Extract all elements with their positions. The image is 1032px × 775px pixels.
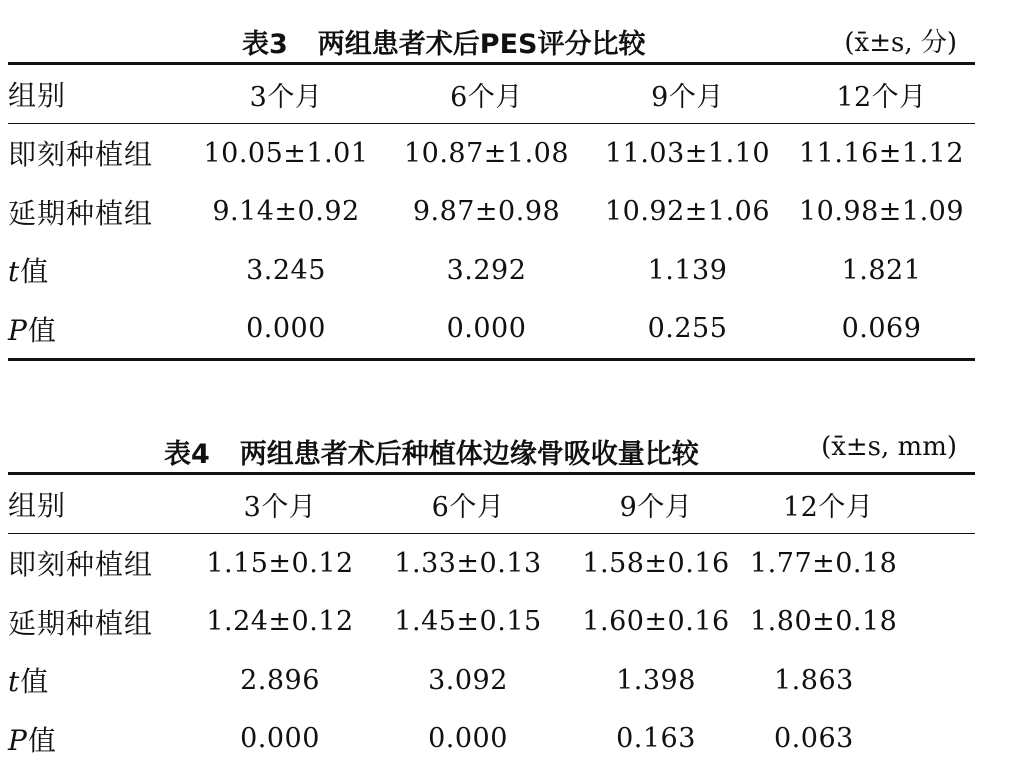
- row-group-label: 延期种植组: [8, 196, 154, 230]
- table-row: [8, 300, 975, 360]
- cell-value: 0.255: [647, 313, 728, 345]
- header-3-months: 3个月: [243, 491, 317, 523]
- table-4-header-row: [8, 474, 975, 534]
- table-row: [8, 710, 975, 769]
- header-group: 组别: [8, 79, 67, 112]
- stat-suffix: 值: [27, 313, 57, 347]
- table-3-block: [8, 14, 975, 361]
- header-3-months: 3个月: [249, 81, 323, 113]
- table-3: [8, 62, 975, 361]
- header-9-months: 9个月: [619, 491, 693, 523]
- cell-value: 0.000: [428, 723, 508, 755]
- cell-value: 11.03±1.10: [604, 137, 771, 169]
- cell-value: 1.60±0.16: [582, 606, 730, 638]
- cell-value: 3.245: [246, 254, 326, 286]
- table-row: [8, 241, 975, 300]
- cell-value: 0.069: [841, 313, 922, 345]
- cell-value: 1.77±0.18: [750, 547, 898, 579]
- cell-value: 0.000: [446, 313, 527, 345]
- cell-value: 1.139: [647, 254, 728, 286]
- table-3-caption: [8, 14, 975, 62]
- stat-symbol: P: [8, 723, 28, 757]
- header-9-months: 9个月: [651, 81, 724, 113]
- cell-value: 1.80±0.18: [750, 606, 898, 638]
- cell-value: 1.15±0.12: [206, 547, 354, 579]
- table-row: [8, 124, 975, 183]
- row-group-label: 延期种植组: [8, 606, 154, 640]
- table-3-title-text: 两组患者术后PES评分比较: [317, 29, 646, 60]
- table-3-unit: (x̄±s, 分): [844, 28, 957, 58]
- header-12-months: 12个月: [836, 81, 927, 113]
- cell-value: 1.398: [616, 664, 696, 696]
- cell-value: 1.58±0.16: [582, 547, 730, 579]
- table-4-title: [164, 432, 699, 471]
- row-group-label: [8, 710, 186, 769]
- cell-value: 1.863: [774, 664, 854, 696]
- cell-value: 3.092: [428, 664, 508, 696]
- row-group-label: [8, 651, 186, 710]
- table-3-header-row: [8, 64, 975, 124]
- table-row: [8, 534, 975, 593]
- cell-value: 0.163: [616, 723, 696, 755]
- stat-symbol: t: [8, 665, 21, 699]
- table-4: [8, 472, 975, 768]
- table-4-block: [8, 424, 975, 768]
- cell-value: 3.292: [446, 254, 527, 286]
- table-3-title: [242, 22, 645, 61]
- cell-value: 10.87±1.08: [403, 137, 570, 169]
- table-4-caption: [8, 424, 975, 472]
- cell-value: 9.14±0.92: [212, 196, 360, 228]
- row-group-label: 即刻种植组: [8, 138, 154, 172]
- table-3-label: 表3: [242, 29, 288, 60]
- cell-value: 10.05±1.01: [203, 137, 369, 169]
- header-6-months: 6个月: [450, 81, 523, 113]
- cell-value: 1.24±0.12: [206, 606, 354, 638]
- cell-value: 1.821: [841, 254, 922, 286]
- table-4-label: 表4: [164, 439, 210, 470]
- cell-value: 9.87±0.98: [412, 196, 561, 228]
- stat-suffix: 值: [20, 255, 50, 289]
- table-4-title-text: 两组患者术后种植体边缘骨吸收量比较: [239, 439, 699, 470]
- table-row: [8, 593, 975, 652]
- header-12-months: 12个月: [783, 491, 874, 523]
- table-row: [8, 651, 975, 710]
- cell-value: 0.000: [246, 313, 326, 345]
- row-group-label: 即刻种植组: [8, 548, 154, 582]
- stat-suffix: 值: [27, 723, 57, 757]
- table-row: [8, 183, 975, 242]
- cell-value: 0.063: [774, 723, 854, 755]
- row-group-label: [8, 241, 186, 300]
- cell-value: 10.98±1.09: [798, 196, 965, 228]
- cell-value: 11.16±1.12: [798, 137, 965, 169]
- cell-value: 2.896: [240, 664, 320, 696]
- stat-suffix: 值: [20, 665, 50, 699]
- stat-symbol: P: [8, 313, 28, 347]
- cell-value: 1.33±0.13: [394, 547, 542, 579]
- table-4-unit: (x̄±s, mm): [821, 432, 957, 462]
- row-group-label: [8, 300, 186, 360]
- cell-value: 10.92±1.06: [604, 196, 771, 228]
- header-group: 组别: [8, 489, 67, 522]
- header-6-months: 6个月: [431, 491, 505, 523]
- cell-value: 0.000: [240, 723, 320, 755]
- cell-value: 1.45±0.15: [394, 606, 542, 638]
- stat-symbol: t: [8, 255, 21, 289]
